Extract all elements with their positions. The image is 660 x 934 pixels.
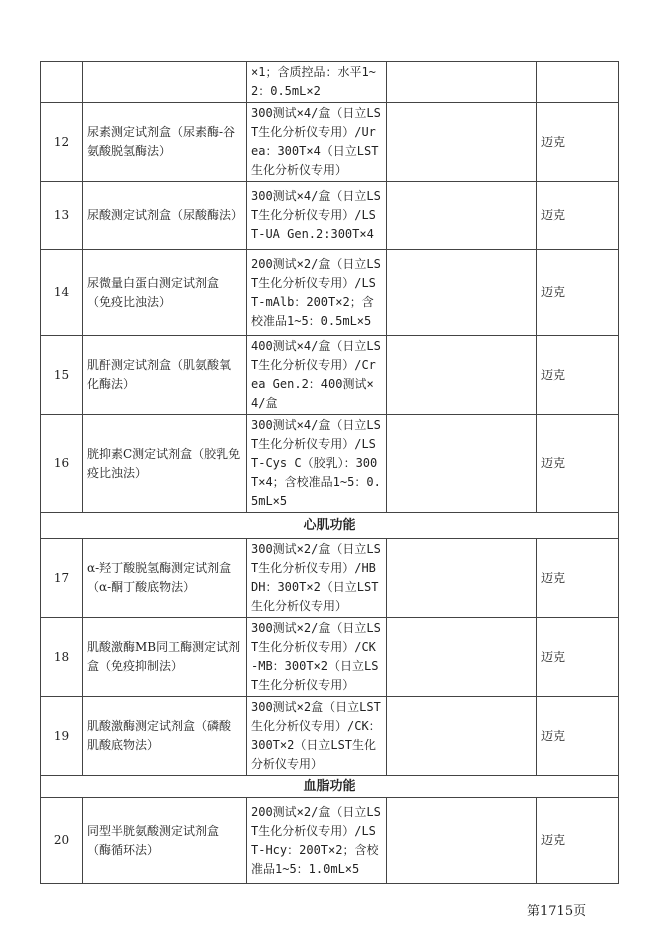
page-number: 第1715页 [527,904,587,919]
brand-name [537,62,619,103]
item-number: 15 [41,336,83,415]
product-spec: 300测试×4/盒（日立LST生化分析仪专用）/Urea：300T×4（日立LST生化分析仪专用） [247,103,387,182]
table-row [41,182,619,250]
brand-name: 迈克 [537,336,619,415]
product-name: 胱抑素C测定试剂盒（胶乳免疫比浊法） [83,415,247,513]
product-name: 同型半胱氨酸测定试剂盒（酶循环法） [83,798,247,884]
empty-cell [387,250,537,336]
section-title: 血脂功能 [41,776,619,798]
item-number: 19 [41,697,83,776]
product-name: 肌酐测定试剂盒（肌氨酸氧化酶法） [83,336,247,415]
product-spec: 300测试×2/盒（日立LST生化分析仪专用）/CK-MB：300T×2（日立LST生化分析仪专用） [247,618,387,697]
item-number: 12 [41,103,83,182]
product-name [83,62,247,103]
empty-cell [387,697,537,776]
product-spec: 300测试×2/盒（日立LST生化分析仪专用）/HBDH：300T×2（日立LST生化分析仪专用） [247,539,387,618]
brand-name: 迈克 [537,798,619,884]
brand-name: 迈克 [537,539,619,618]
empty-cell [387,539,537,618]
table-row [41,62,619,103]
empty-cell [387,415,537,513]
product-name: α-羟丁酸脱氢酶测定试剂盒（α-酮丁酸底物法） [83,539,247,618]
empty-cell [387,336,537,415]
brand-name: 迈克 [537,103,619,182]
brand-name: 迈克 [537,697,619,776]
product-name: 尿酸测定试剂盒（尿酸酶法） [83,182,247,250]
brand-name: 迈克 [537,250,619,336]
item-number: 13 [41,182,83,250]
item-number: 14 [41,250,83,336]
section-row [41,776,619,798]
product-spec: 200测试×2/盒（日立LST生化分析仪专用）/LST-mAlb：200T×2；含校准品1~5：0.5mL×5 [247,250,387,336]
product-name: 肌酸激酶测定试剂盒（磷酸肌酸底物法） [83,697,247,776]
empty-cell [387,62,537,103]
empty-cell [387,798,537,884]
table-row [41,336,619,415]
item-number: 20 [41,798,83,884]
table-row [41,697,619,776]
empty-cell [387,182,537,250]
empty-cell [387,618,537,697]
product-table [40,61,619,884]
brand-name: 迈克 [537,618,619,697]
product-spec: 300测试×4/盒（日立LST生化分析仪专用）/LST-Cys C（胶乳）：300T×4；含校准品1~5：0.5mL×5 [247,415,387,513]
table-row [41,618,619,697]
table-row [41,539,619,618]
product-name: 尿微量白蛋白测定试剂盒（免疫比浊法） [83,250,247,336]
section-title: 心肌功能 [41,513,619,539]
product-name: 尿素测定试剂盒（尿素酶-谷氨酸脱氢酶法） [83,103,247,182]
empty-cell [387,103,537,182]
brand-name: 迈克 [537,415,619,513]
product-spec: 200测试×2/盒（日立LST生化分析仪专用）/LST-Hcy：200T×2；含校准品1~5：1.0mL×5 [247,798,387,884]
table-body [41,62,619,884]
item-number: 16 [41,415,83,513]
item-number: 17 [41,539,83,618]
table-row [41,250,619,336]
product-spec: 400测试×4/盒（日立LST生化分析仪专用）/Crea Gen.2：400测试×4/盒 [247,336,387,415]
table-row [41,103,619,182]
section-row [41,513,619,539]
product-spec: ×1；含质控品：水平1~2：0.5mL×2 [247,62,387,103]
product-spec: 300测试×4/盒（日立LST生化分析仪专用）/LST-UA Gen.2:300T×4 [247,182,387,250]
table-row [41,798,619,884]
product-name: 肌酸激酶MB同工酶测定试剂盒（免疫抑制法） [83,618,247,697]
item-number [41,62,83,103]
brand-name: 迈克 [537,182,619,250]
table-row [41,415,619,513]
item-number: 18 [41,618,83,697]
product-spec: 300测试×2盒（日立LST生化分析仪专用）/CK：300T×2（日立LST生化分析仪专用） [247,697,387,776]
